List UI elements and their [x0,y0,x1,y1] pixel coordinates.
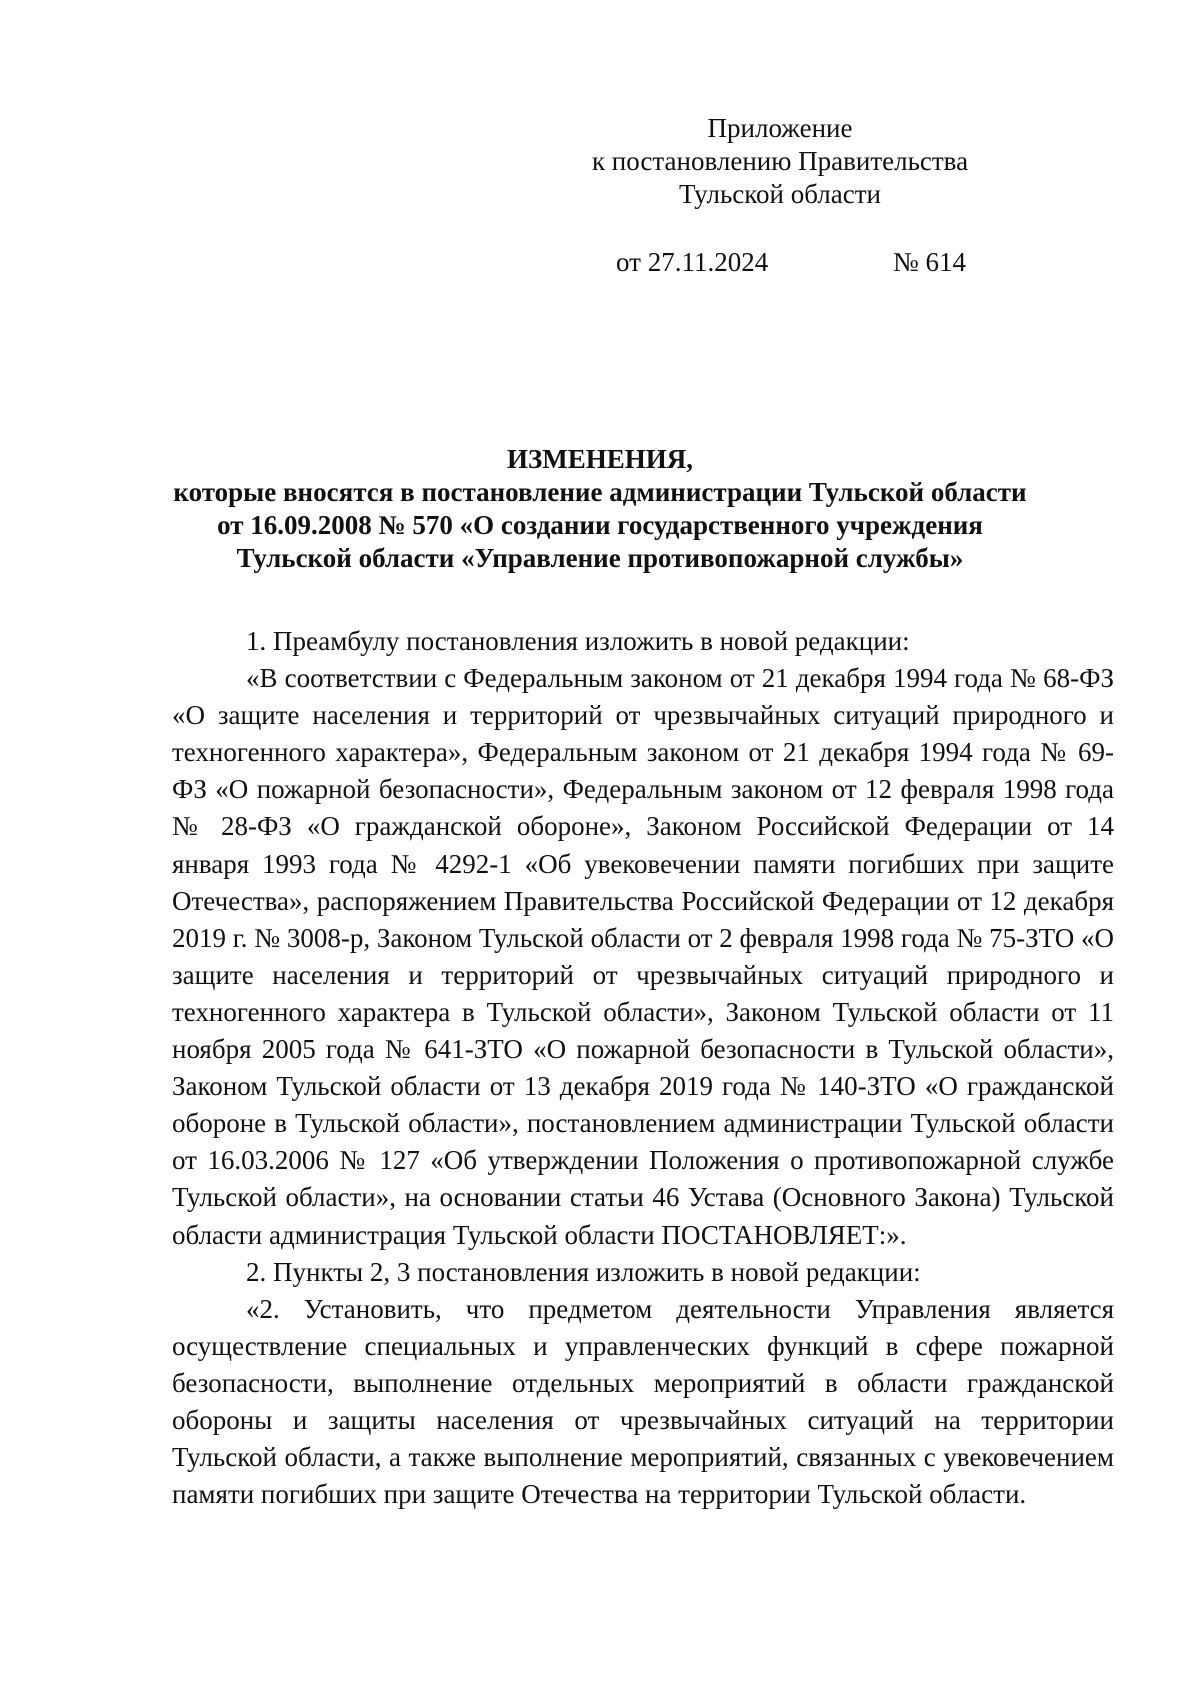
document-heading [150,443,1050,575]
document-body [172,623,1114,1513]
paragraph-1: 1. Преамбулу постановления изложить в новой редакции: [246,626,910,656]
heading-line-3: от 16.09.2008 № 570 «О создании государственного учреждения [217,510,983,540]
paragraph-preamble: «В соответствии с Федеральным законом от 21 декабря 1994 года № 68-ФЗ «О защите населения и территорий от чрезвычайных ситуаций природного и техногенного характера», Федеральным законом от 21 декабря 1994 года № 69-ФЗ «О пожарной безопасности», Федеральным законом от 12 февраля 1998 года № 28-ФЗ «О гражданской обороне», Законом Российской Федерации от 14 января 1993 года № 4292-1 «Об увековечении памяти погибших при защите Отечества», распоряжением Правительства Российской Федерации от 12 декабря 2019 г. № 3008-р, Законом Тульской области от 2 февраля 1998 года № 75-ЗТО «О защите населения и территорий от чрезвычайных ситуаций природного и техногенного характера в Тульской области», Законом Тульской области от 11 ноября 2005 года № 641-ЗТО «О пожарной безопасности в Тульской области», Законом Тульской области от 13 декабря 2019 года № 140-ЗТО «О гражданской обороне в Тульской области», постановлением администрации Тульской области от 16.03.2006 № 127 «Об утверждении Положения о противопожарной службе Тульской области», на основании статьи 46 Устава (Основного Закона) Тульской области администрация Тульской области ПОСТАНОВЛЯЕТ:». [172,663,1114,1250]
paragraph-2: 2. Пункты 2, 3 постановления изложить в новой редакции: [246,1256,921,1287]
paragraph-item-2: «2. Установить, что предметом деятельности Управления является осуществление специальных и управленческих функций в сфере пожарной безопасности, выполнение отдельных мероприятий в области гражданской обороны и защиты населения от чрезвычайных ситуаций на территории Тульской области, а также выполнение мероприятий, связанных с увековечением памяти погибших при защите Отечества на территории Тульской области. [172,1293,1114,1510]
annex-title: Приложение [707,113,853,143]
decree-number: № 614 [893,247,967,277]
decree-date: от 27.11.2024 [616,247,769,277]
heading-title: ИЗМЕНЕНИЯ, [506,444,693,474]
heading-line-4: Тульской области «Управление противопожарной службы» [236,543,964,573]
heading-line-2: которые вносятся в постановление администрации Тульской области [173,477,1027,507]
annex-block [560,112,1000,211]
annex-region: Тульской области [679,179,881,209]
annex-reference: к постановлению Правительства [591,146,969,176]
